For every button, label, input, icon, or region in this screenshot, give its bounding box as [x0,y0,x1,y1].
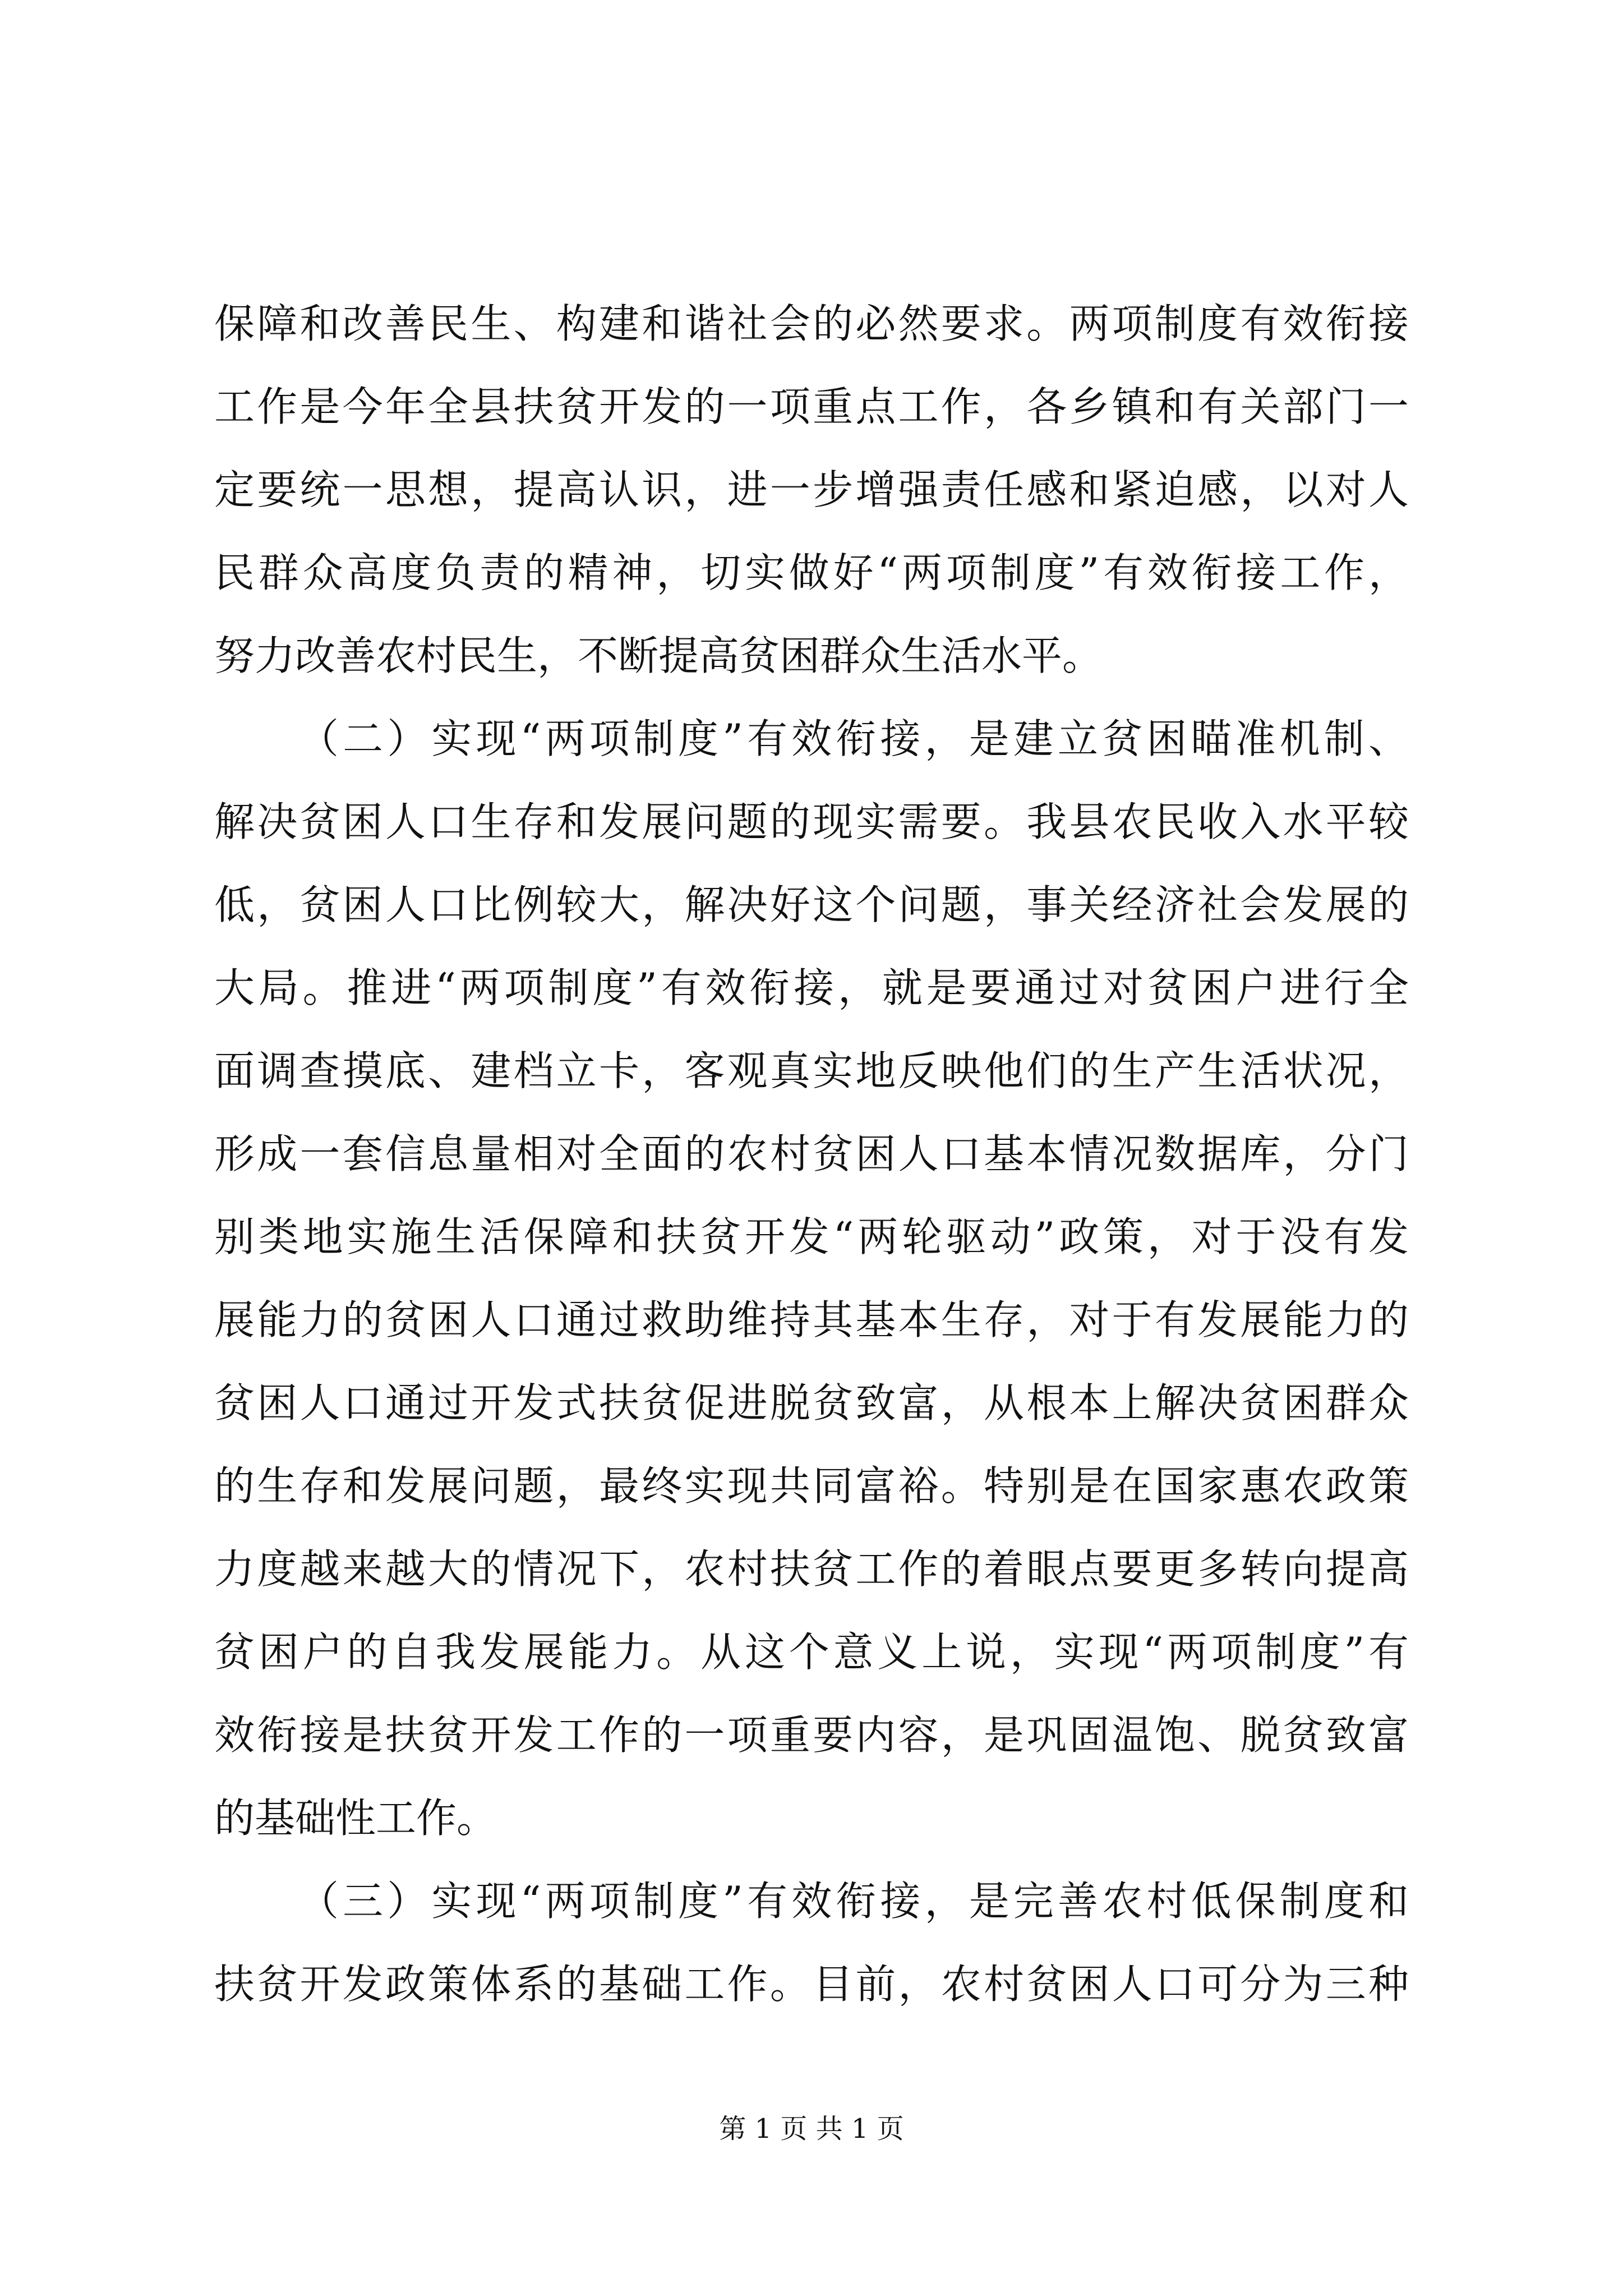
text-line: 效衔接是扶贫开发工作的一项重要内容，是巩固温饱、脱贫致富 [214,1711,1409,1759]
text-line: 别类地实施生活保障和扶贫开发“两轮驱动”政策，对于没有发 [214,1213,1409,1260]
text-line: 大局。推进“两项制度”有效衔接，就是要通过对贫困户进行全 [214,964,1409,1011]
text-line: 定要统一思想，提高认识，进一步增强责任感和紧迫感，以对人 [214,466,1409,513]
text-line: 贫困户的自我发展能力。从这个意义上说，实现“两项制度”有 [214,1628,1409,1676]
text-line: 力度越来越大的情况下，农村扶贫工作的着眼点要更多转向提高 [214,1545,1409,1593]
paragraph-first-line: （二）实现“两项制度”有效衔接，是建立贫困瞄准机制、 [298,715,1409,762]
document-body [214,282,1409,2026]
text-line: 民群众高度负责的精神，切实做好“两项制度”有效衔接工作， [214,549,1409,596]
text-line: 的基础性工作。 [214,1795,497,1842]
text-line: 的生存和发展问题，最终实现共同富裕。特别是在国家惠农政策 [214,1462,1409,1510]
text-line: 扶贫开发政策体系的基础工作。目前，农村贫困人口可分为三种 [214,1961,1409,2008]
paragraph-first-line: （三）实现“两项制度”有效衔接，是完善农村低保制度和 [298,1878,1409,1925]
text-line: 形成一套信息量相对全面的农村贫困人口基本情况数据库，分门 [214,1130,1409,1177]
text-line: 解决贫困人口生存和发展问题的现实需要。我县农民收入水平较 [214,798,1409,845]
text-line: 努力改善农村民生，不断提高贫困群众生活水平。 [214,632,1103,679]
text-line: 工作是今年全县扶贫开发的一项重点工作，各乡镇和有关部门一 [214,383,1409,430]
text-line: 展能力的贫困人口通过救助维持其基本生存，对于有发展能力的 [214,1296,1409,1343]
text-line: 保障和改善民生、构建和谐社会的必然要求。两项制度有效衔接 [214,300,1409,347]
text-line: 低，贫困人口比例较大，解决好这个问题，事关经济社会发展的 [214,881,1409,928]
page-footer: 第 1 页 共 1 页 [719,2113,904,2145]
text-line: 面调查摸底、建档立卡，客观真实地反映他们的生产生活状况， [214,1047,1409,1094]
text-line: 贫困人口通过开发式扶贫促进脱贫致富，从根本上解决贫困群众 [214,1379,1409,1427]
